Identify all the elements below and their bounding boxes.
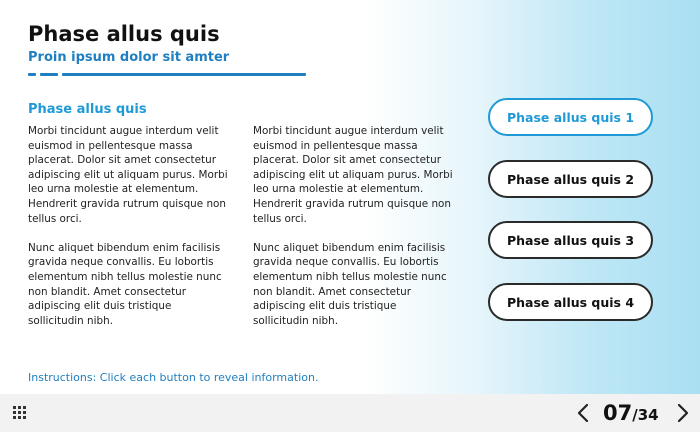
- paragraph: Nunc aliquet bibendum enim facilisis gravida neque convallis. Eu lobortis elementum nibh tellus molestie nunc non blandit. Amet consectetur adipiscing elit duis tristique sollicitudin nibh.: [253, 241, 447, 327]
- text-column-1: [28, 124, 228, 343]
- chevron-left-icon[interactable]: [574, 403, 594, 423]
- reveal-button-3[interactable]: Phase allus quis 3: [488, 221, 653, 259]
- section-heading: Phase allus quis: [28, 102, 147, 117]
- instructions-text: Instructions: Click each button to reveal information.: [28, 371, 319, 384]
- grid-menu-icon[interactable]: [13, 406, 28, 420]
- paragraph: Morbi tincidunt augue interdum velit euismod in pellentesque massa placerat. Dolor sit amet consectetur adipiscing elit ut aliquam purus. Morbi leo urna molestie at elementum. Hendrerit gravida rutrum quisque non tellus orci.: [28, 125, 228, 225]
- page-title: Phase allus quis: [28, 22, 220, 46]
- reveal-button-2[interactable]: Phase allus quis 2: [488, 160, 653, 198]
- current-page: 07: [603, 401, 633, 425]
- page-separator: /: [632, 406, 638, 424]
- page-counter: [603, 398, 659, 428]
- text-column-2: [253, 124, 453, 343]
- paragraph: Nunc aliquet bibendum enim facilisis gravida neque convallis. Eu lobortis elementum nibh tellus molestie nunc non blandit. Amet consectetur adipiscing elit duis tristique sollicitudin nibh.: [28, 241, 222, 327]
- chevron-right-icon[interactable]: [672, 403, 692, 423]
- reveal-button-4[interactable]: Phase allus quis 4: [488, 283, 653, 321]
- footer-bar: [0, 394, 700, 432]
- page-subtitle: Proin ipsum dolor sit amter: [28, 50, 230, 65]
- title-rule-dash-1: [28, 73, 36, 76]
- reveal-button-1[interactable]: Phase allus quis 1: [488, 98, 653, 136]
- total-pages: 34: [637, 406, 659, 424]
- title-rule-dash-2: [40, 73, 58, 76]
- title-rule-line: [62, 73, 306, 76]
- paragraph: Morbi tincidunt augue interdum velit euismod in pellentesque massa placerat. Dolor sit amet consectetur adipiscing elit ut aliquam purus. Morbi leo urna molestie at elementum. Hendrerit gravida rutrum quisque non tellus orci.: [253, 125, 453, 225]
